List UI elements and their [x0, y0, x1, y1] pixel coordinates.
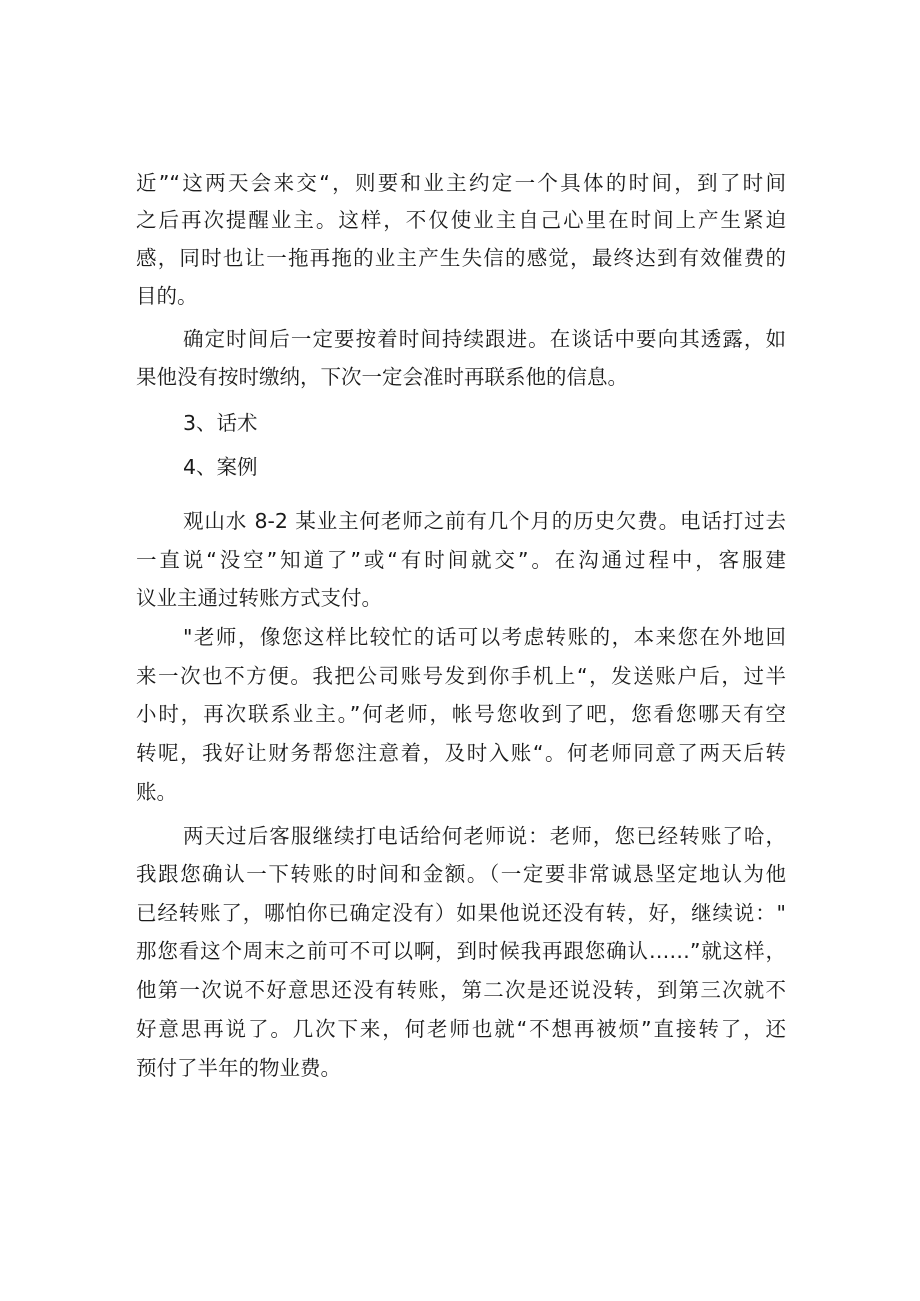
text-line: 已经转账了，哪怕你已确定没有）如果他说还没有转，好，继续说："	[136, 901, 786, 925]
text-line: 之后再次提醒业主。这样，不仅使业主自己心里在时间上产生紧迫	[136, 208, 786, 232]
text-line: 感，同时也让一拖再拖的业主产生失信的感觉，最终达到有效催费的	[136, 246, 786, 270]
text-line: 4、案例	[183, 455, 258, 479]
text-line: 近”“这两天会来交“，则要和业主约定一个具体的时间，到了时间	[136, 171, 786, 195]
text-line: 议业主通过转账方式支付。	[136, 586, 382, 610]
text-line: 他第一次说不好意思还没有转账，第二次是还说没转，到第三次就不	[136, 978, 786, 1002]
text-line: 账。	[136, 780, 177, 804]
text-line: 我跟您确认一下转账的时间和金额。（一定要非常诚恳坚定地认为他	[136, 862, 786, 886]
text-line: 那您看这个周末之前可不可以啊，到时候我再跟您确认……”就这样，	[136, 939, 786, 963]
text-line: 好意思再说了。几次下来，何老师也就“不想再被烦”直接转了，还	[136, 1017, 786, 1041]
text-line: 目的。	[136, 284, 198, 308]
text-line: 果他没有按时缴纳，下次一定会准时再联系他的信息。	[136, 365, 628, 389]
text-line: 一直说“没空”知道了”或“有时间就交”。在沟通过程中，客服建	[136, 548, 786, 572]
text-line: 3、话术	[183, 411, 258, 435]
text-line: 小时，再次联系业主。”何老师，帐号您收到了吧，您看您哪天有空	[136, 702, 786, 726]
text-line: 来一次也不方便。我把公司账号发到你手机上“，发送账户后，过半	[136, 664, 786, 688]
text-line: 转呢，我好让财务帮您注意着，及时入账“。何老师同意了两天后转	[136, 741, 786, 765]
text-line: 预付了半年的物业费。	[136, 1056, 341, 1080]
text-line: 确定时间后一定要按着时间持续跟进。在谈话中要向其透露，如	[183, 327, 786, 351]
text-line: 两天过后客服继续打电话给何老师说：老师，您已经转账了哈，	[183, 824, 786, 848]
text-line: 观山水 8-2 某业主何老师之前有几个月的历史欠费。电话打过去	[183, 509, 786, 533]
text-line: "老师，像您这样比较忙的话可以考虑转账的，本来您在外地回	[183, 625, 786, 649]
